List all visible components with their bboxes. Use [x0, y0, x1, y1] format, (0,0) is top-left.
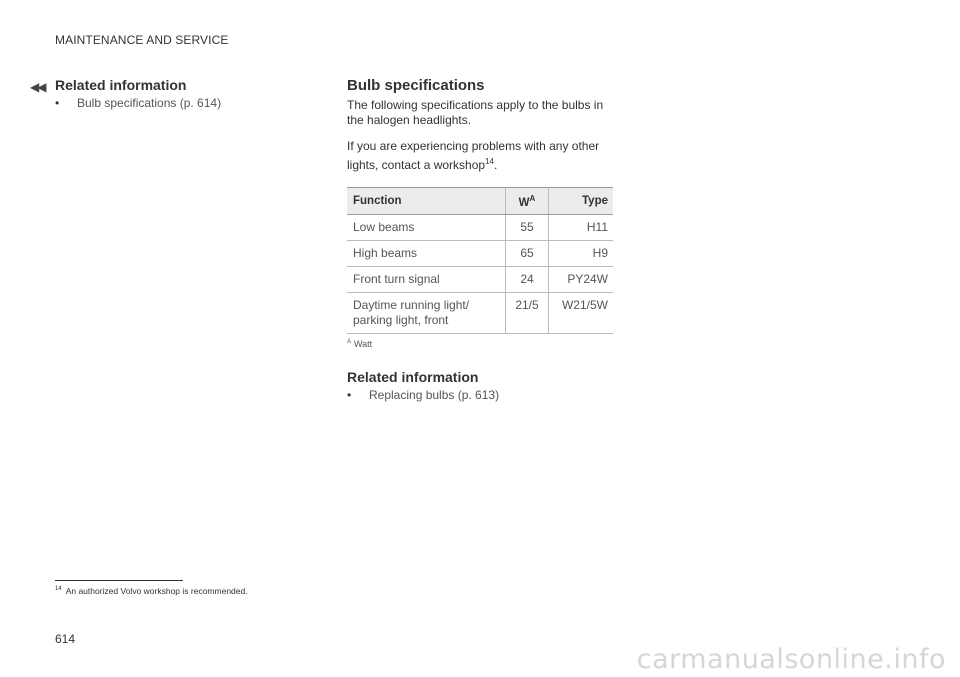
contact-end: . [493, 158, 498, 172]
table-note-ref: A [347, 339, 352, 345]
bullet-icon: • [347, 388, 352, 402]
page-number: 614 [55, 632, 76, 646]
watt-note-ref: A [529, 193, 536, 203]
related-link-label[interactable]: Replacing bulbs (p. 613) [369, 388, 500, 402]
footnote-text: An authorized Volvo workshop is recommended. [65, 586, 248, 596]
cell-function: Low beams [347, 215, 506, 241]
cell-watt: 55 [506, 215, 549, 241]
table-row [347, 267, 613, 293]
related-link-replacing-bulbs[interactable] [347, 388, 613, 403]
footnote-ref[interactable]: 14 [485, 157, 494, 166]
cell-function: High beams [347, 241, 506, 267]
cell-watt: 21/5 [506, 293, 549, 334]
section-title: Bulb specifications [347, 77, 485, 94]
page-header-title: MAINTENANCE AND SERVICE [55, 33, 229, 47]
bulb-spec-table [347, 187, 613, 334]
related-link-label[interactable]: Bulb specifications (p. 614) [77, 96, 222, 110]
related-info-heading: Related information [347, 369, 479, 385]
footnote [55, 586, 248, 596]
table-note [347, 339, 613, 349]
contact-text: If you are experiencing problems with any other lights, contact a workshop [347, 139, 600, 172]
col-header-watt [506, 188, 549, 215]
related-link-bulb-specs[interactable] [55, 96, 295, 111]
col-header-type: Type [549, 188, 614, 215]
related-info-list [55, 96, 295, 111]
watt-label: W [518, 196, 530, 209]
table-row [347, 293, 613, 334]
table-row [347, 215, 613, 241]
cell-function: Front turn signal [347, 267, 506, 293]
table-note-text: Watt [354, 339, 373, 349]
table-row [347, 241, 613, 267]
related-info-list [347, 388, 613, 403]
footnote-number: 14 [55, 586, 62, 593]
cell-function: Daytime running light/ parking light, front [347, 293, 506, 334]
cell-watt: 65 [506, 241, 549, 267]
cell-type: H9 [549, 241, 614, 267]
cell-type: W21/5W [549, 293, 614, 334]
left-column [55, 77, 295, 111]
footnote-divider [55, 580, 183, 581]
watermark: carmanualsonline.info [636, 644, 946, 675]
right-column [347, 77, 613, 403]
cell-watt: 24 [506, 267, 549, 293]
col-header-function: Function [347, 188, 506, 215]
related-info-heading: Related information [55, 77, 187, 93]
cell-type: H11 [549, 215, 614, 241]
intro-paragraph: The following specifications apply to the bulbs in the halogen headlights. [347, 98, 604, 127]
contact-paragraph [347, 139, 613, 173]
table-header-row [347, 188, 613, 215]
bullet-icon: • [55, 96, 60, 110]
double-chevron-left-icon[interactable]: ◀◀ [30, 80, 45, 94]
cell-type: PY24W [549, 267, 614, 293]
